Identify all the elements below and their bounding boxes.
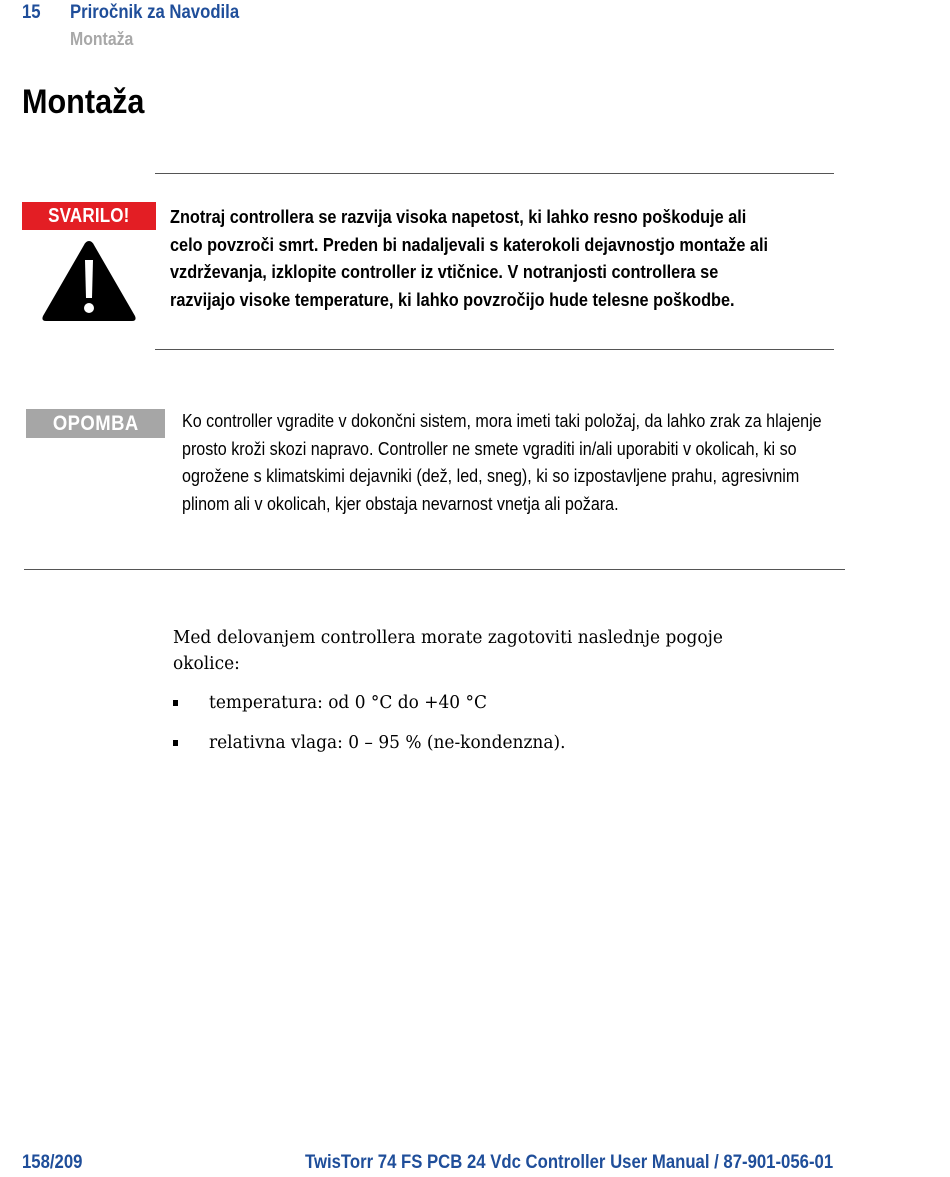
- chapter-number: 15: [22, 2, 41, 23]
- bullet-marker: [173, 740, 178, 746]
- warning-badge-label: SVARILO!: [48, 204, 130, 227]
- footer-page-number: 158/209: [22, 1152, 83, 1173]
- warning-bottom-divider: [155, 349, 834, 350]
- warning-top-divider: [155, 173, 834, 174]
- list-item-text: relativna vlaga: 0 – 95 % (ne-kondenzna).: [209, 733, 566, 753]
- warning-text: Znotraj controllera se razvija visoka napetost, ki lahko resno poškoduje ali celo povzroči smrt. Preden bi nadaljevali s katerokoli dejavnostjo montaže ali vzdrževanja, izklopite controller iz vtičnice. V notranjosti controllera se razvijajo visoke temperature, ki lahko povzročijo hude telesne poškodbe.: [170, 206, 769, 310]
- warning-triangle-icon: [40, 238, 138, 324]
- note-text: Ko controller vgradite v dokončni sistem, mora imeti taki položaj, da lahko zrak za hlajenje prosto kroži skozi napravo. Controller ne smete vgraditi in/ali uporabiti v okolicah, ki so ogrožene s klimatskimi dejavniki (dež, led, sneg), ki so izpostavljene prahu, agresivnim plinom ali v okolicah, kjer obstaja nevarnost vnetja ali požara.: [182, 410, 822, 514]
- list-item-text: temperatura: od 0 °C do +40 °C: [209, 693, 487, 713]
- bullet-marker: [173, 700, 178, 706]
- page-title: Montaža: [22, 83, 145, 121]
- warning-badge: [22, 202, 156, 230]
- section-name: Montaža: [70, 29, 134, 49]
- manual-title: Priročnik za Navodila: [70, 2, 240, 23]
- note-badge: [26, 409, 165, 438]
- footer-document-title: TwisTorr 74 FS PCB 24 Vdc Controller User Manual / 87-901-056-01: [304, 1152, 833, 1173]
- intro-paragraph: Med delovanjem controllera morate zagotoviti naslednje pogoje okolice:: [173, 628, 723, 674]
- note-bottom-divider: [24, 569, 845, 570]
- note-badge-label: OPOMBA: [52, 411, 139, 435]
